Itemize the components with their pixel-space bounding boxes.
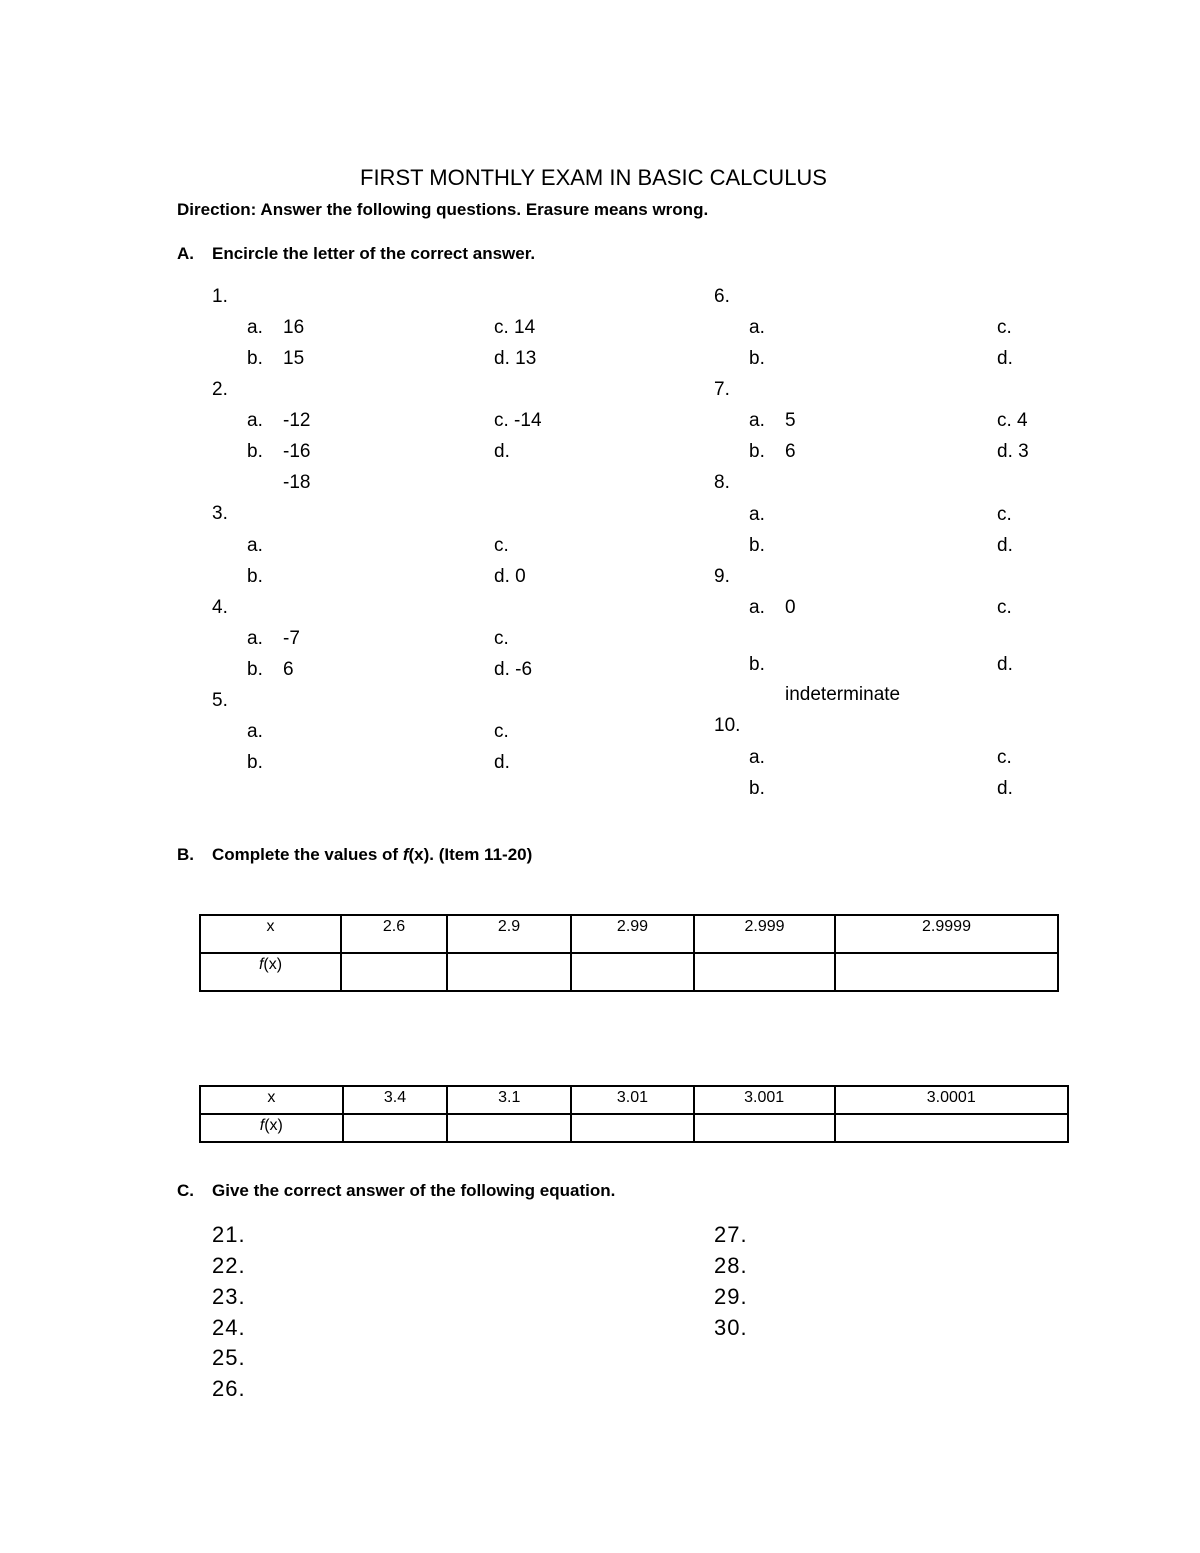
x-value: 2.99: [571, 915, 694, 953]
choice-a-value: 16: [283, 317, 305, 338]
choice-a-label[interactable]: a.: [749, 597, 765, 618]
choice-b-label[interactable]: b.: [749, 441, 765, 462]
table-row: [200, 915, 1058, 953]
choice-a-label[interactable]: a.: [247, 628, 263, 649]
choice-c[interactable]: c.: [997, 747, 1012, 768]
fx-rest: (x): [263, 956, 283, 973]
x-header: x: [200, 1086, 343, 1114]
choice-b-label[interactable]: b.: [247, 566, 263, 587]
choice-extra-value: indeterminate: [785, 684, 901, 705]
choice-d[interactable]: d. 3: [997, 441, 1029, 462]
x-value: 3.001: [694, 1086, 835, 1114]
choice-a-value: 5: [785, 410, 796, 431]
question-number: 6.: [714, 286, 730, 307]
choice-c[interactable]: c. -14: [494, 410, 542, 431]
question-number: 4.: [212, 597, 228, 618]
question-number: 9.: [714, 566, 730, 587]
choice-d[interactable]: d.: [494, 441, 510, 462]
choice-extra-value: -18: [283, 472, 311, 493]
section-b-heading-f: f: [402, 845, 409, 864]
answer-number: 22.: [212, 1253, 246, 1278]
fx-header: [200, 953, 341, 991]
section-b-heading: [212, 845, 532, 865]
choice-c[interactable]: c.: [997, 504, 1012, 525]
fx-answer-cell[interactable]: [447, 1114, 571, 1142]
choice-a-label[interactable]: a.: [749, 317, 765, 338]
x-value: 2.9: [447, 915, 571, 953]
x-value: 2.999: [694, 915, 835, 953]
choice-c[interactable]: c. 4: [997, 410, 1028, 431]
section-a-heading: Encircle the letter of the correct answer.: [212, 244, 536, 263]
section-b-heading-post: (x). (Item 11-20): [408, 845, 533, 864]
choice-c[interactable]: c.: [494, 535, 509, 556]
choice-b-label[interactable]: b.: [247, 659, 263, 680]
choice-b-label[interactable]: b.: [749, 535, 765, 556]
answer-number: 28.: [714, 1253, 748, 1278]
direction-text: Direction: Answer the following questions. Erasure means wrong.: [177, 200, 709, 219]
page-title: FIRST MONTHLY EXAM IN BASIC CALCULUS: [360, 165, 827, 190]
fx-answer-cell[interactable]: [835, 1114, 1069, 1142]
choice-b-label[interactable]: b.: [247, 752, 263, 773]
section-c-letter: C.: [177, 1181, 194, 1200]
x-header: x: [200, 915, 341, 953]
question-number: 10.: [714, 715, 741, 736]
choice-d[interactable]: d.: [997, 535, 1013, 556]
choice-c[interactable]: c.: [997, 317, 1012, 338]
question-number: 7.: [714, 379, 730, 400]
fx-answer-cell[interactable]: [835, 953, 1058, 991]
answer-number: 23.: [212, 1284, 246, 1309]
choice-c[interactable]: c.: [494, 721, 509, 742]
table-row: [200, 953, 1058, 991]
answer-number: 27.: [714, 1222, 748, 1247]
section-c-heading: Give the correct answer of the following equation.: [212, 1181, 616, 1200]
question-number: 5.: [212, 690, 228, 711]
question-number: 8.: [714, 472, 730, 493]
choice-b-label[interactable]: b.: [749, 654, 765, 675]
x-value: 3.4: [343, 1086, 448, 1114]
question-number: 3.: [212, 503, 228, 524]
choice-c[interactable]: c.: [997, 597, 1012, 618]
table-row: [200, 1086, 1068, 1114]
answer-number: 30.: [714, 1315, 748, 1340]
choice-a-value: 0: [785, 597, 796, 618]
answer-number: 29.: [714, 1284, 748, 1309]
fx-rest: (x): [264, 1117, 283, 1134]
fx-answer-cell[interactable]: [694, 1114, 835, 1142]
x-value: 3.1: [447, 1086, 571, 1114]
choice-a-label[interactable]: a.: [749, 747, 765, 768]
choice-b-value: -16: [283, 441, 311, 462]
choice-a-value: -7: [283, 628, 300, 649]
question-number: 2.: [212, 379, 228, 400]
x-value: 2.6: [341, 915, 447, 953]
choice-d[interactable]: d.: [494, 752, 510, 773]
fx-answer-cell[interactable]: [571, 953, 694, 991]
choice-a-label[interactable]: a.: [247, 410, 263, 431]
choice-b-value: 6: [785, 441, 796, 462]
choice-c[interactable]: c.: [494, 628, 509, 649]
x-value: 3.01: [571, 1086, 694, 1114]
choice-d[interactable]: d.: [997, 778, 1013, 799]
fx-answer-cell[interactable]: [447, 953, 571, 991]
fx-answer-cell[interactable]: [341, 953, 447, 991]
x-value: 3.0001: [835, 1086, 1069, 1114]
choice-a-label[interactable]: a.: [749, 410, 765, 431]
choice-d[interactable]: d.: [997, 348, 1013, 369]
section-b-letter: B.: [177, 845, 194, 864]
choice-b-value: 15: [283, 348, 305, 369]
answer-number: 21.: [212, 1222, 246, 1247]
answer-number: 26.: [212, 1376, 246, 1401]
choice-a-label[interactable]: a.: [247, 317, 263, 338]
choice-a-label[interactable]: a.: [247, 535, 263, 556]
fx-f: f: [258, 956, 264, 973]
question-number: 1.: [212, 286, 228, 307]
choice-b-label[interactable]: b.: [247, 441, 263, 462]
choice-d[interactable]: d. 13: [494, 348, 537, 369]
fx-answer-cell[interactable]: [694, 953, 835, 991]
section-a-letter: A.: [177, 244, 194, 263]
answer-number: 24.: [212, 1315, 246, 1340]
choice-c[interactable]: c. 14: [494, 317, 536, 338]
fx-f: f: [259, 1117, 265, 1134]
table-row: [200, 1114, 1068, 1142]
choice-d[interactable]: d.: [997, 654, 1013, 675]
choice-a-value: -12: [283, 410, 311, 431]
values-table-2: [199, 1085, 1069, 1143]
choice-a-label[interactable]: a.: [247, 721, 263, 742]
choice-b-label[interactable]: b.: [749, 348, 765, 369]
choice-b-label[interactable]: b.: [749, 778, 765, 799]
choice-a-label[interactable]: a.: [749, 504, 765, 525]
choice-d[interactable]: d. 0: [494, 566, 526, 587]
choice-d[interactable]: d. -6: [494, 659, 533, 680]
fx-answer-cell[interactable]: [571, 1114, 694, 1142]
choice-b-value: 6: [283, 659, 294, 680]
answer-number: 25.: [212, 1345, 246, 1370]
values-table-1: [199, 914, 1059, 992]
x-value: 2.9999: [835, 915, 1058, 953]
choice-b-label[interactable]: b.: [247, 348, 263, 369]
fx-answer-cell[interactable]: [343, 1114, 448, 1142]
section-b-heading-pre: Complete the values of: [212, 845, 403, 864]
fx-header: [200, 1114, 343, 1142]
